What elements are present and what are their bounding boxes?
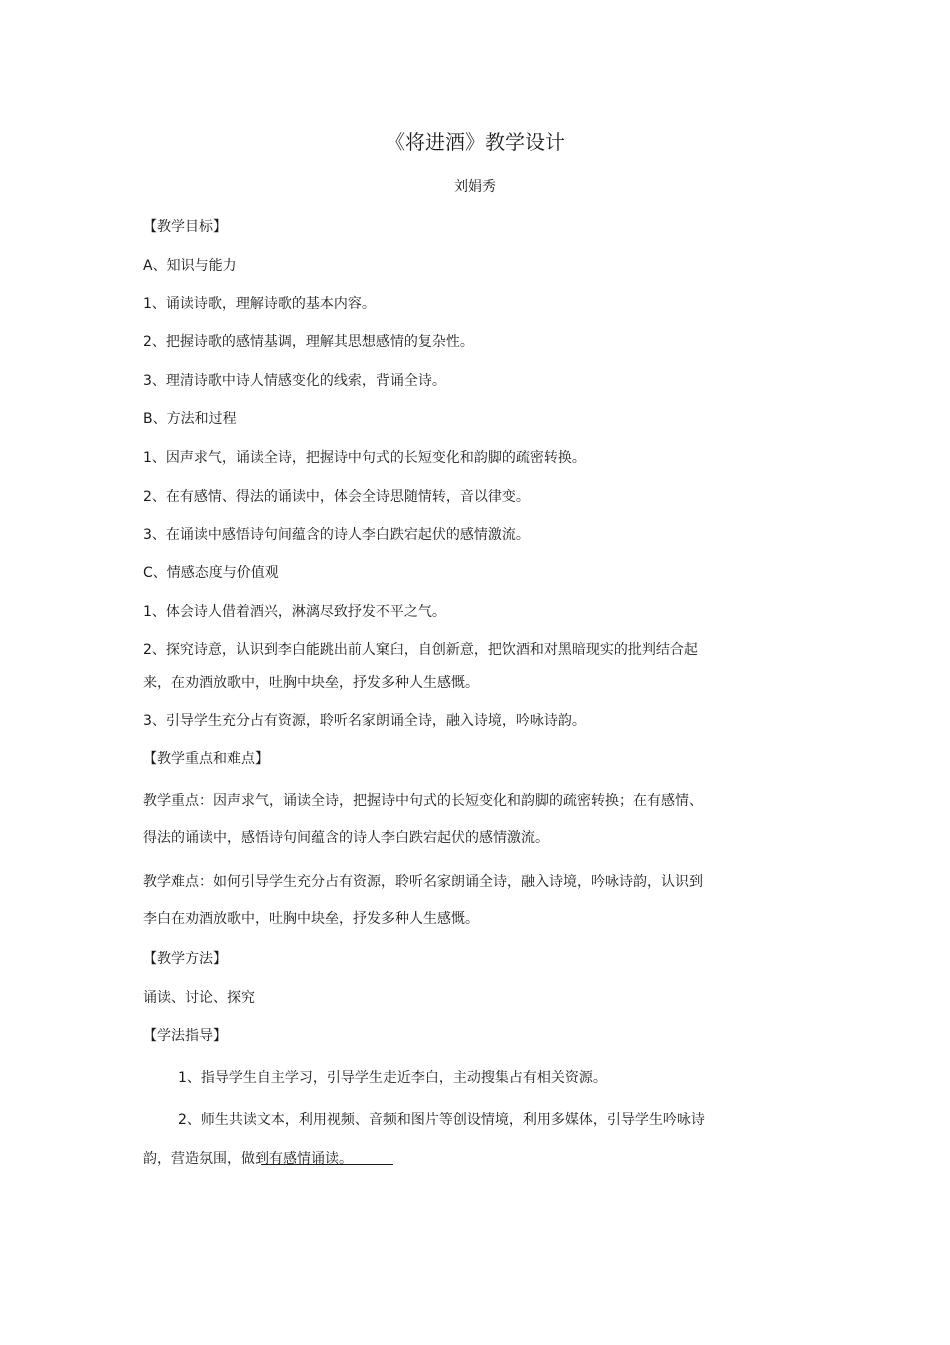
methods-text: 诵读、讨论、探究 bbox=[143, 990, 255, 1006]
list-item: 3、在诵读中感悟诗句间蕴含的诗人李白跌宕起伏的感情激流。 bbox=[143, 527, 530, 543]
guidance-line: 韵，营造氛围，做到有感情诵读。 bbox=[143, 1151, 353, 1167]
focus-line: 得法的诵读中，感悟诗句间蕴含的诗人李白跌宕起伏的感情激流。 bbox=[143, 830, 549, 846]
list-item: 1、体会诗人借着酒兴，淋漓尽致抒发不平之气。 bbox=[143, 604, 446, 620]
focus-line: 教学重点：因声求气，诵读全诗，把握诗中句式的长短变化和韵脚的疏密转换；在有感情、 bbox=[143, 793, 703, 809]
list-item: 来，在劝酒放歌中，吐胸中块垒，抒发多种人生感慨。 bbox=[143, 675, 479, 691]
methods-heading: 【教学方法】 bbox=[143, 951, 227, 967]
underline-divider bbox=[261, 1164, 393, 1165]
objectives-heading: 【教学目标】 bbox=[143, 219, 227, 235]
author-name: 刘娟秀 bbox=[454, 179, 496, 195]
list-item: 3、理清诗歌中诗人情感变化的线索，背诵全诗。 bbox=[143, 373, 446, 389]
guidance-line: 1、指导学生自主学习，引导学生走近李白，主动搜集占有相关资源。 bbox=[178, 1070, 607, 1086]
list-item: 2、把握诗歌的感情基调，理解其思想感情的复杂性。 bbox=[143, 334, 474, 350]
list-item: 1、因声求气，诵读全诗，把握诗中句式的长短变化和韵脚的疏密转换。 bbox=[143, 450, 586, 466]
list-item: 2、在有感情、得法的诵读中，体会全诗思随情转，音以律变。 bbox=[143, 489, 530, 505]
list-item: 3、引导学生充分占有资源，聆听名家朗诵全诗，融入诗境，吟咏诗韵。 bbox=[143, 713, 586, 729]
key-points-heading: 【教学重点和难点】 bbox=[143, 751, 269, 767]
section-c-label: C、情感态度与价值观 bbox=[143, 565, 279, 581]
list-item: 1、诵读诗歌，理解诗歌的基本内容。 bbox=[143, 296, 376, 312]
guidance-heading: 【学法指导】 bbox=[143, 1028, 227, 1044]
difficulty-line: 教学难点：如何引导学生充分占有资源，聆听名家朗诵全诗，融入诗境，吟咏诗韵，认识到 bbox=[143, 874, 703, 890]
section-b-label: B、方法和过程 bbox=[143, 411, 237, 427]
section-a-label: A、知识与能力 bbox=[143, 258, 237, 274]
difficulty-line: 李白在劝酒放歌中，吐胸中块垒，抒发多种人生感慨。 bbox=[143, 911, 479, 927]
list-item: 2、探究诗意，认识到李白能跳出前人窠臼，自创新意，把饮酒和对黑暗现实的批判结合起 bbox=[143, 642, 698, 658]
guidance-line: 2、师生共读文本，利用视频、音频和图片等创设情境，利用多媒体，引导学生吟咏诗 bbox=[178, 1112, 705, 1128]
page-title: 《将进酒》教学设计 bbox=[385, 130, 565, 154]
